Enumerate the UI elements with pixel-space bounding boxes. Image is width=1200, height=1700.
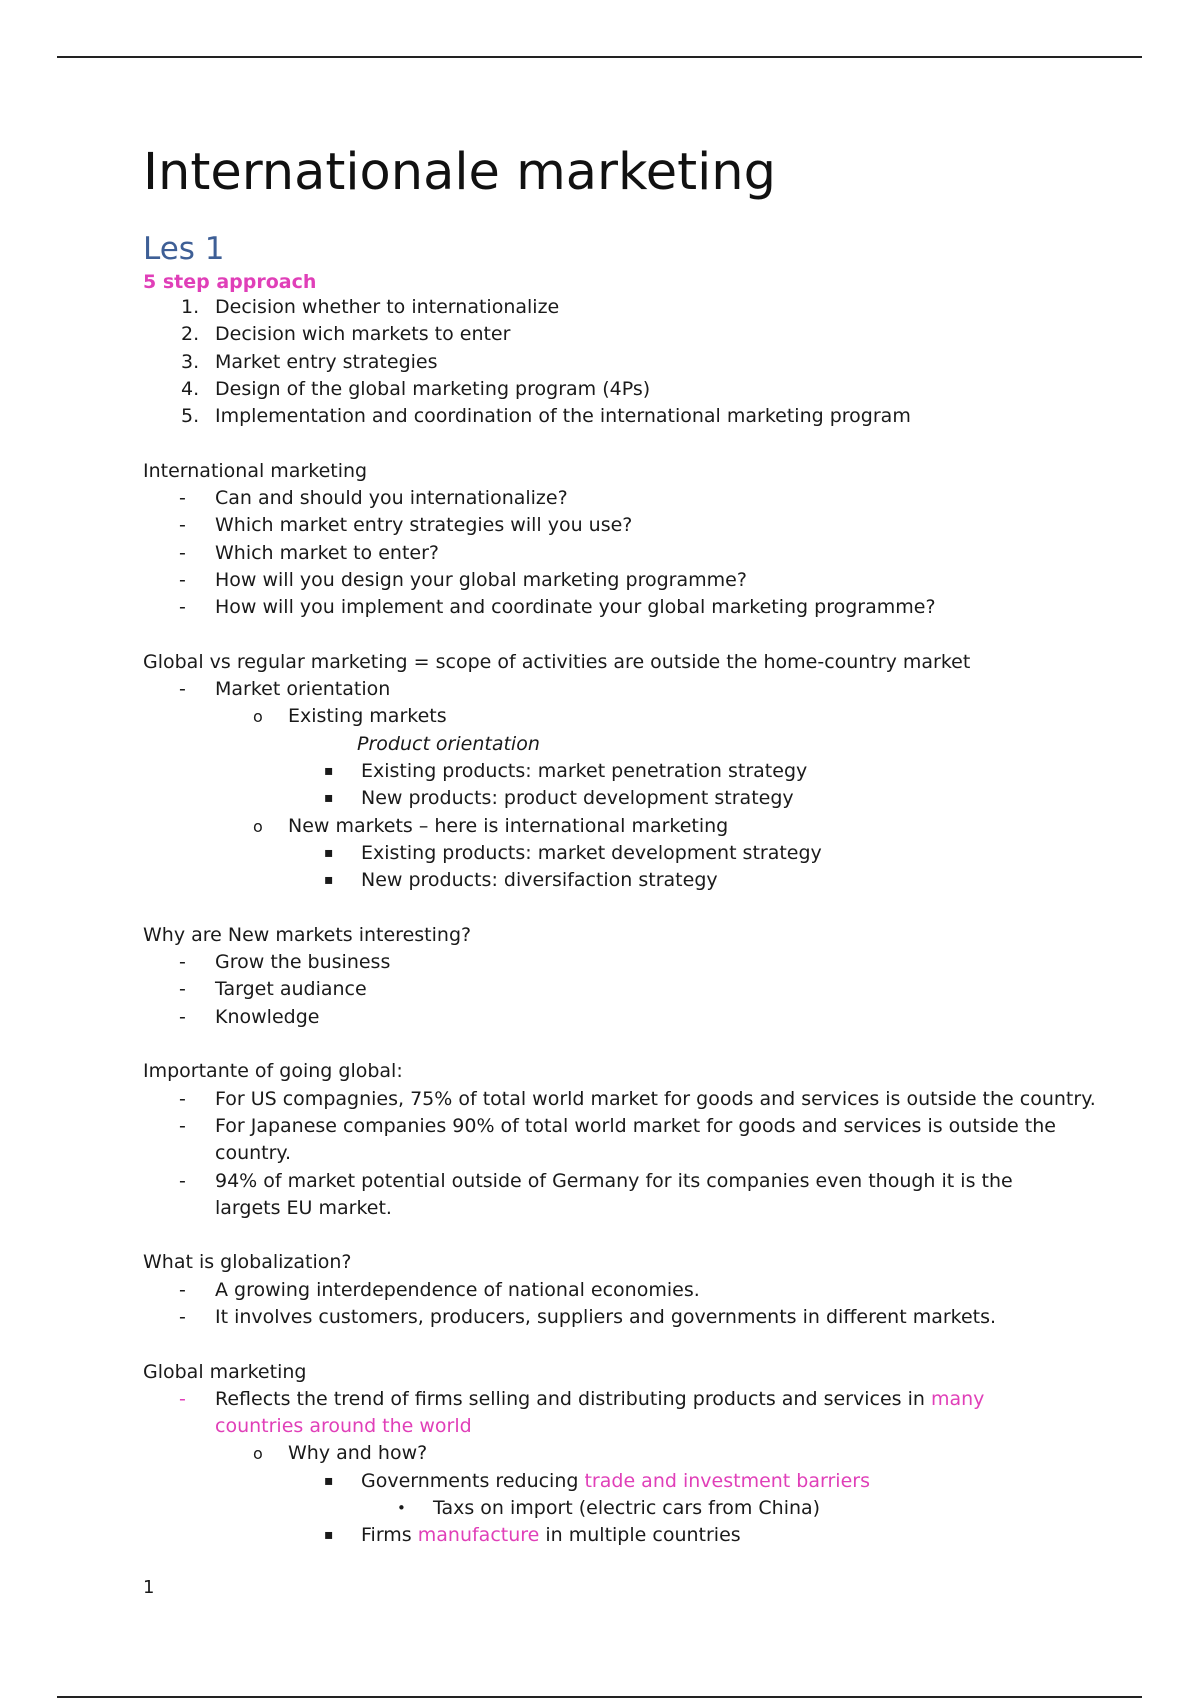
list-item: o New markets – here is international marketing xyxy=(253,814,729,837)
list-item: - It involves customers, producers, suppliers and governments in different markets. xyxy=(179,1305,997,1328)
list-item: Product orientation xyxy=(357,732,540,755)
list-item: - How will you implement and coordinate your global marketing programme? xyxy=(179,596,936,619)
document-title: Internationale marketing xyxy=(143,143,776,202)
list-item: 5. Implementation and coordination of the international marketing program xyxy=(181,405,911,428)
list-item: - Can and should you internationalize? xyxy=(179,487,568,510)
footer-rule xyxy=(57,1696,1142,1698)
list-item: ▪ Governments reducing trade and investment barriers xyxy=(324,1469,870,1492)
highlight-text: trade and investment barriers xyxy=(584,1469,870,1492)
list-item: - Reflects the trend of firms selling and distributing products and services in many countries around the world xyxy=(179,1387,985,1438)
paragraph-heading: What is globalization? xyxy=(143,1251,352,1274)
list-item: ▪ Existing products: market development strategy xyxy=(324,841,822,864)
paragraph-heading: Why are New markets interesting? xyxy=(143,923,472,946)
list-item: - Market orientation xyxy=(179,678,391,701)
paragraph-heading: Global marketing xyxy=(143,1360,307,1383)
list-item: - Which market to enter? xyxy=(179,541,439,564)
paragraph-heading: International marketing xyxy=(143,459,368,482)
list-item: - For Japanese companies 90% of total world market for goods and services is outside the country. xyxy=(179,1114,1056,1165)
list-item: 1. Decision whether to internationalize xyxy=(181,296,560,318)
list-item: o Existing markets xyxy=(253,705,447,728)
list-item: 2. Decision wich markets to enter xyxy=(181,323,511,346)
list-item: - How will you design your global marketing programme? xyxy=(179,568,747,591)
paragraph-heading: Importante of going global: xyxy=(143,1060,403,1083)
list-item: ▪ New products: product development strategy xyxy=(324,787,794,810)
list-item: 4. Design of the global marketing program (4Ps) xyxy=(181,377,651,400)
lesson-heading: Les 1 xyxy=(143,231,225,267)
list-item: - A growing interdependence of national economies. xyxy=(179,1278,700,1301)
steps-list xyxy=(143,294,1063,430)
document-body xyxy=(143,138,1096,1550)
list-item: ▪ Firms manufacture in multiple countries xyxy=(324,1524,741,1547)
list-item: • Taxs on import (electric cars from China) xyxy=(397,1497,821,1520)
highlight-text: many countries around the world xyxy=(215,1387,985,1438)
list-item: ▪ New products: diversifaction strategy xyxy=(324,869,718,892)
page-number: 1 xyxy=(143,1577,155,1598)
list-item: o Why and how? xyxy=(253,1442,428,1465)
list-item: - Knowledge xyxy=(179,1005,320,1028)
list-item: - Grow the business xyxy=(179,951,391,974)
list-item: 3. Market entry strategies xyxy=(181,350,438,373)
section-subheading: 5 step approach xyxy=(143,271,317,293)
highlight-text: manufacture xyxy=(417,1524,540,1547)
list-item: - Which market entry strategies will you use? xyxy=(179,514,633,537)
list-item: - 94% of market potential outside of Germany for its companies even though it is the largets EU market. xyxy=(179,1169,1013,1219)
paragraph-heading: Global vs regular marketing = scope of activities are outside the home-country market xyxy=(143,650,971,673)
list-item: - For US compagnies, 75% of total world market for goods and services is outside the country. xyxy=(179,1087,1096,1110)
list-item: - Target audiance xyxy=(179,978,367,1001)
list-item: ▪ Existing products: market penetration strategy xyxy=(324,760,808,783)
header-rule xyxy=(57,56,1142,58)
